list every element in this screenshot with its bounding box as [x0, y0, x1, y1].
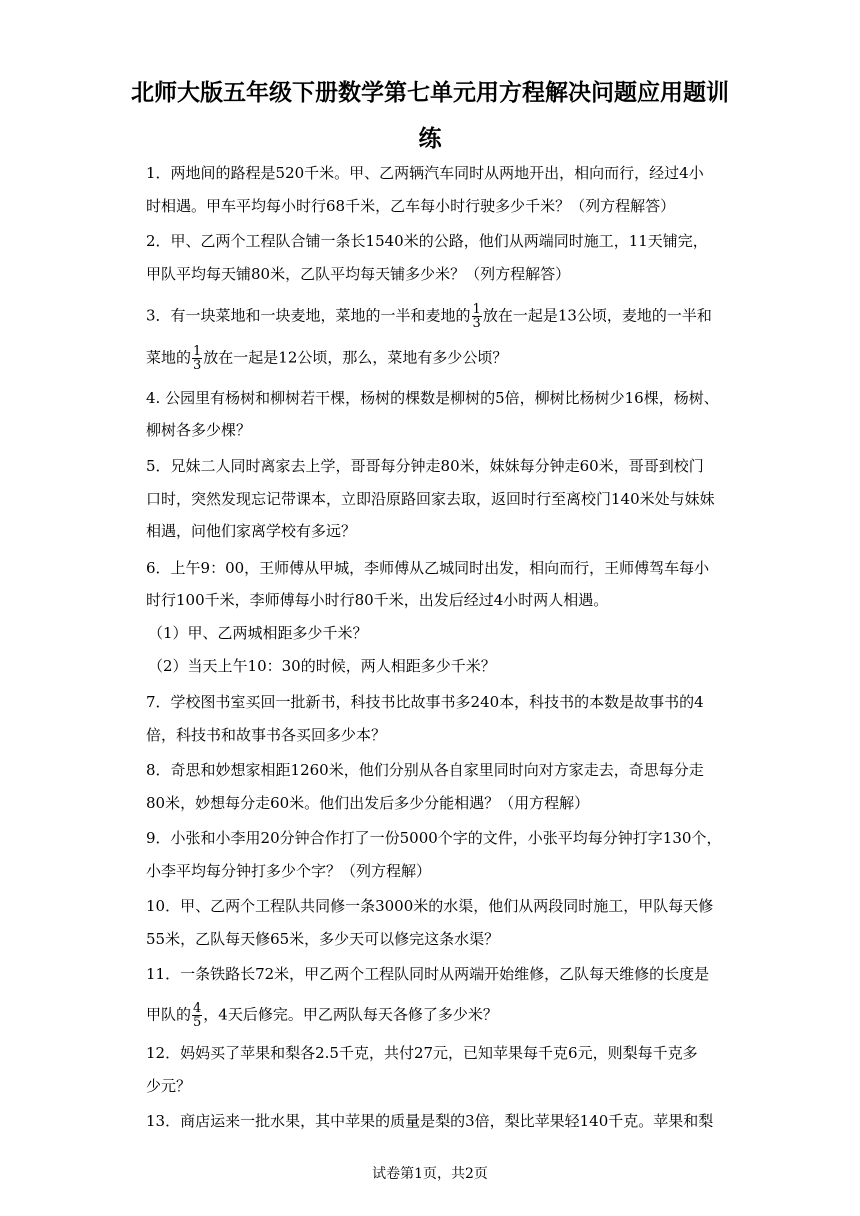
question-13-line-1: 13．商店运来一批水果，其中苹果的质量是梨的3倍，梨比苹果轻140千克。苹果和梨	[146, 1112, 714, 1130]
question-4-line-1: 4. 公园里有杨树和柳树若干棵，杨树的棵数是柳树的5倍，柳树比杨树少16棵，杨树、	[146, 389, 719, 407]
fraction-numerator: 1	[193, 344, 202, 359]
fraction-one-third	[472, 303, 482, 330]
question-6-sub-1: （1）甲、乙两城相距多少千米？	[148, 624, 368, 642]
question-9-line-2: 小李平均每分钟打多少个字？（列方程解）	[146, 862, 432, 880]
question-11-text-b: ，4天后修完。甲乙两队每天各修了多少米？	[203, 1005, 498, 1024]
question-2-line-2: 甲队平均每天铺80米，乙队平均每天铺多少米？（列方程解答）	[146, 265, 571, 283]
question-4-line-2: 柳树各多少棵？	[146, 421, 252, 439]
question-12-line-1: 12．妈妈买了苹果和梨各2.5千克，共付27元，已知苹果每千克6元，则梨每千克多	[146, 1044, 698, 1062]
question-5-line-1: 5．兄妹二人同时离家去上学，哥哥每分钟走80米，妹妹每分钟走60米，哥哥到校门	[146, 457, 704, 475]
question-12-line-2: 少元？	[146, 1077, 192, 1095]
question-11-line-1: 11．一条铁路长72米，甲乙两个工程队同时从两端开始维修，乙队每天维修的长度是	[146, 965, 710, 983]
question-6-line-2: 时行100千米，李师傅每小时行80千米，出发后经过4小时两人相遇。	[146, 591, 609, 609]
question-9-line-1: 9．小张和小李用20分钟合作打了一份5000个字的文件，小张平均每分钟打字130个，	[146, 829, 722, 847]
question-1-line-1: 1．两地间的路程是520千米。甲、乙两辆汽车同时从两地开出，相向而行，经过4小	[146, 164, 704, 182]
question-10-line-2: 55米，乙队每天修65米，多少天可以修完这条水渠？	[146, 930, 500, 948]
question-6-line-1: 6．上午9：00，王师傅从甲城，李师傅从乙城同时出发，相向而行，王师傅驾车每小	[146, 559, 710, 577]
page-title-line2: 练	[418, 126, 442, 152]
fraction-four-fifths	[192, 1002, 202, 1029]
question-3-line-1	[146, 303, 726, 330]
question-6-sub-2: （2）当天上午10：30的时候，两人相距多少千米？	[148, 657, 496, 675]
fraction-denominator: 3	[193, 358, 202, 373]
question-2-line-1: 2．甲、乙两个工程队合铺一条长1540米的公路，他们从两端同时施工，11天铺完，	[146, 232, 708, 250]
fraction-denominator: 5	[193, 1015, 202, 1030]
question-3-text-d: 放在一起是12公顷，那么，菜地有多少公顷？	[203, 348, 508, 367]
question-7-line-2: 倍，科技书和故事书各买回多少本？	[146, 726, 387, 744]
page-title-line1: 北师大版五年级下册数学第七单元用方程解决问题应用题训	[131, 80, 729, 106]
fraction-one-third	[192, 345, 202, 372]
fraction-numerator: 1	[472, 302, 481, 317]
question-3-text-c: 菜地的	[146, 348, 192, 367]
fraction-numerator: 4	[193, 1001, 202, 1016]
question-5-line-2: 口时，突然发现忘记带课本，立即沿原路回家去取，返回时行至离校门140米处与妹妹	[146, 490, 715, 508]
question-11-line-2	[146, 1002, 726, 1029]
question-8-line-1: 8．奇思和妙想家相距1260米，他们分别从各自家里同时向对方家走去，奇思每分走	[146, 761, 704, 779]
question-3-text-b: 放在一起是13公顷，麦地的一半和	[482, 306, 712, 325]
question-3-line-2	[146, 345, 726, 372]
question-1-line-2: 时相遇。甲车平均每小时行68千米，乙车每小时行驶多少千米？（列方程解答）	[146, 197, 676, 215]
question-8-line-2: 80米，妙想每分走60米。他们出发后多少分能相遇？（用方程解）	[146, 794, 590, 812]
question-11-text-a: 甲队的	[146, 1005, 192, 1024]
question-5-line-3: 相遇，问他们家离学校有多远？	[146, 522, 357, 540]
question-7-line-1: 7．学校图书室买回一批新书，科技书比故事书多240本，科技书的本数是故事书的4	[146, 693, 704, 711]
fraction-denominator: 3	[472, 316, 481, 331]
question-10-line-1: 10．甲、乙两个工程队共同修一条3000米的水渠，他们从两段同时施工，甲队每天修	[146, 897, 714, 915]
question-3-text-a: 3．有一块菜地和一块麦地，菜地的一半和麦地的	[146, 306, 471, 325]
page-footer: 试卷第1页，共2页	[372, 1166, 488, 1182]
